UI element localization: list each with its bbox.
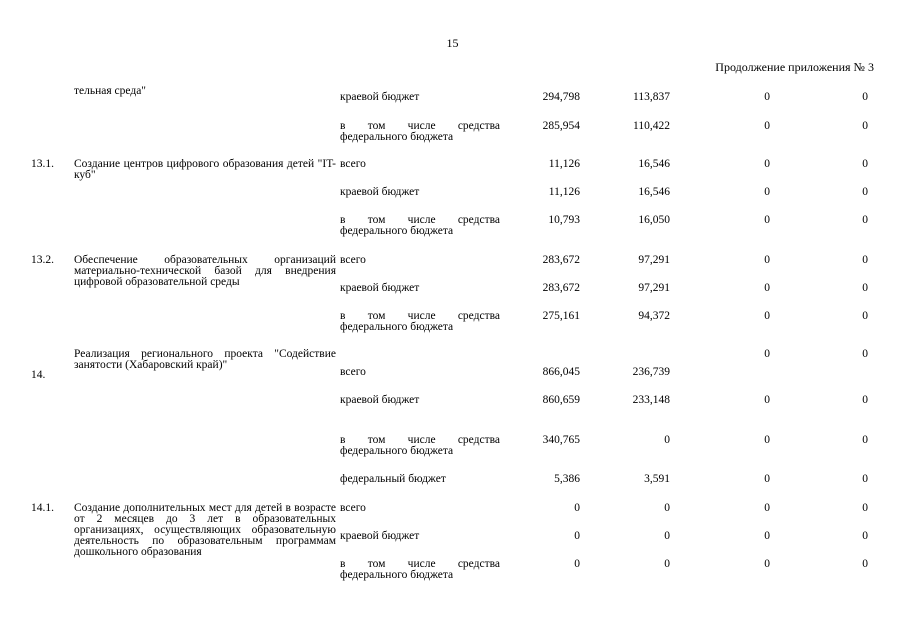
row-2-name: Создание центров цифрового образования детей "IT-куб" xyxy=(74,158,336,181)
row-9-source: всего xyxy=(340,366,366,378)
row-13-source: всего xyxy=(340,502,366,514)
page-number: 15 xyxy=(446,36,459,50)
row-2-num: 13.1. xyxy=(31,158,54,170)
row-15-v4: 0 xyxy=(862,558,868,570)
row-13-num: 14.1. xyxy=(31,502,54,514)
row-0-source: краевой бюджет xyxy=(340,91,420,103)
row-3-source: краевой бюджет xyxy=(340,186,420,198)
row-8-v3: 0 xyxy=(764,348,770,360)
row-15-v2: 0 xyxy=(664,558,670,570)
row-6-v4: 0 xyxy=(862,282,868,294)
row-1-source: в том числе средства федерального бюджета xyxy=(340,120,500,143)
row-5-v2: 97,291 xyxy=(638,254,670,266)
row-2-v1: 11,126 xyxy=(548,158,580,170)
row-14-v4: 0 xyxy=(862,530,868,542)
row-2-v2: 16,546 xyxy=(638,158,670,170)
row-13-v3: 0 xyxy=(764,502,770,514)
row-7-source: в том числе средства федерального бюджета xyxy=(340,310,500,333)
row-5-v1: 283,672 xyxy=(542,254,580,266)
row-12-source: федеральный бюджет xyxy=(340,473,446,485)
row-13-name: Создание дополнительных мест для детей в возрасте от 2 месяцев до 3 лет в образовательных организациях, осуществляющих образовательную деятельность по образовательным программам дошкольного образования xyxy=(74,502,336,558)
row-4-v2: 16,050 xyxy=(638,214,670,226)
row-14-source: краевой бюджет xyxy=(340,530,420,542)
row-8-v4: 0 xyxy=(862,348,868,360)
row-0-v2: 113,837 xyxy=(633,91,670,103)
row-1-v1: 285,954 xyxy=(542,120,580,132)
row-5-name: Обеспечение образовательных организаций материально-технической базой для внедрения цифровой образовательной среды xyxy=(74,254,336,288)
row-15-v1: 0 xyxy=(574,558,580,570)
continuation-label: Продолжение приложения № 3 xyxy=(715,60,874,74)
row-2-source: всего xyxy=(340,158,366,170)
row-4-source: в том числе средства федерального бюджета xyxy=(340,214,500,237)
row-2-v3: 0 xyxy=(764,158,770,170)
row-4-v1: 10,793 xyxy=(548,214,580,226)
row-0-v4: 0 xyxy=(862,91,868,103)
row-14-v3: 0 xyxy=(764,530,770,542)
row-12-v2: 3,591 xyxy=(644,473,670,485)
row-10-v2: 233,148 xyxy=(632,394,670,406)
row-12-v3: 0 xyxy=(764,473,770,485)
row-13-v2: 0 xyxy=(664,502,670,514)
row-1-v4: 0 xyxy=(862,120,868,132)
row-3-v2: 16,546 xyxy=(638,186,670,198)
row-2-v4: 0 xyxy=(862,158,868,170)
row-4-v3: 0 xyxy=(764,214,770,226)
row-7-v1: 275,161 xyxy=(542,310,580,322)
row-7-v2: 94,372 xyxy=(638,310,670,322)
row-13-v1: 0 xyxy=(574,502,580,514)
row-14-v2: 0 xyxy=(664,530,670,542)
row-5-num: 13.2. xyxy=(31,254,54,266)
row-15-v3: 0 xyxy=(764,558,770,570)
row-1-v3: 0 xyxy=(764,120,770,132)
row-0-name: тельная среда" xyxy=(74,85,146,97)
row-11-v3: 0 xyxy=(764,434,770,446)
row-11-v2: 0 xyxy=(664,434,670,446)
row-0-v1: 294,798 xyxy=(542,91,580,103)
row-15-source: в том числе средства федерального бюджета xyxy=(340,558,500,581)
row-10-v1: 860,659 xyxy=(542,394,580,406)
row-10-source: краевой бюджет xyxy=(340,394,420,406)
row-13-v4: 0 xyxy=(862,502,868,514)
row-6-v3: 0 xyxy=(764,282,770,294)
row-12-v1: 5,386 xyxy=(554,473,580,485)
row-7-v4: 0 xyxy=(862,310,868,322)
row-11-v1: 340,765 xyxy=(542,434,580,446)
row-6-source: краевой бюджет xyxy=(340,282,420,294)
row-0-v3: 0 xyxy=(764,91,770,103)
row-8-name: Реализация регионального проекта "Содействие занятости (Хабаровский край)" xyxy=(74,348,336,371)
row-5-source: всего xyxy=(340,254,366,266)
row-14-v1: 0 xyxy=(574,530,580,542)
row-3-v3: 0 xyxy=(764,186,770,198)
row-3-v4: 0 xyxy=(862,186,868,198)
row-12-v4: 0 xyxy=(862,473,868,485)
row-5-v3: 0 xyxy=(764,254,770,266)
row-7-v3: 0 xyxy=(764,310,770,322)
row-4-v4: 0 xyxy=(862,214,868,226)
row-1-v2: 110,422 xyxy=(633,120,670,132)
row-11-v4: 0 xyxy=(862,434,868,446)
row-9-v2: 236,739 xyxy=(632,366,670,378)
row-6-v1: 283,672 xyxy=(542,282,580,294)
row-10-v3: 0 xyxy=(764,394,770,406)
row-6-v2: 97,291 xyxy=(638,282,670,294)
row-9-v1: 866,045 xyxy=(542,366,580,378)
row-5-v4: 0 xyxy=(862,254,868,266)
row-11-source: в том числе средства федерального бюджета xyxy=(340,434,500,457)
row-9-num: 14. xyxy=(31,369,46,381)
row-3-v1: 11,126 xyxy=(548,186,580,198)
row-10-v4: 0 xyxy=(862,394,868,406)
